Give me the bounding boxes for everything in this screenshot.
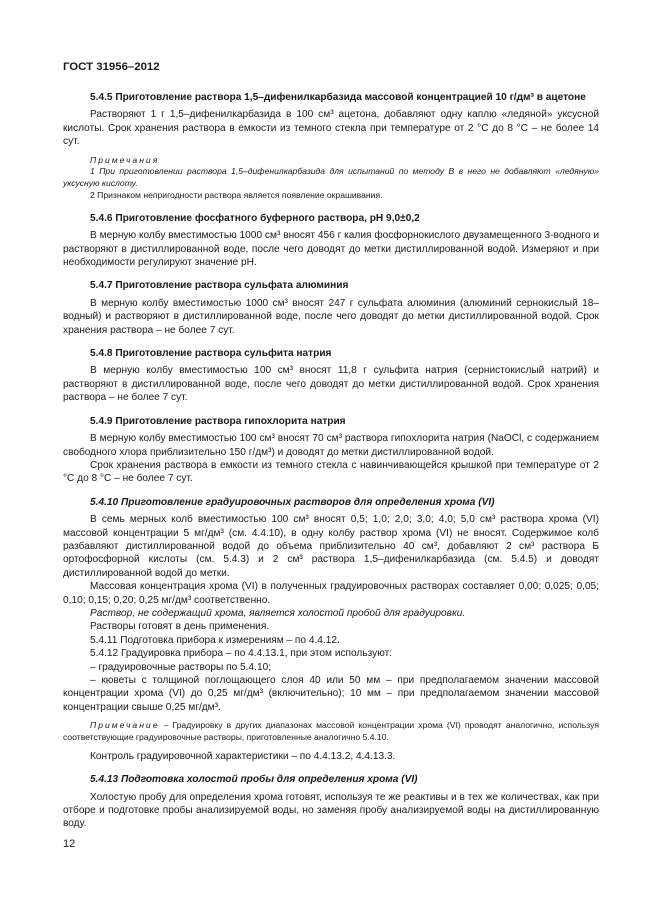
- paragraph: В мерную колбу вместимостью 1000 см³ вносят 456 г калия фосфорнокислого двузамещенного 3-водного и растворяют в дистиллированной воде, после чего доводят до метки дистиллированной водой. Измеряют и при необходимости регулируют значение рН.: [63, 230, 599, 269]
- paragraph: В мерную колбу вместимостью 100 см³ вносят 70 см³ раствора гипохлорита натрия (NaOCl, с содержанием свободного хлора приблизительно 150 г/дм³) и доводят до метки дистиллированной водой.: [63, 433, 599, 458]
- paragraph: Растворяют 1 г 1,5–дифенилкарбазида в 100 см³ ацетона, добавляют одну каплю «ледяной» уксусной кислоты. Срок хранения раствора в емкости из темного стекла при температуре от 2 °С до 8 °С – не более 14 сут.: [63, 109, 599, 148]
- paragraph: Растворы готовят в день применения.: [90, 621, 270, 633]
- list-item: – градуировочные растворы по 5.4.10;: [90, 661, 272, 673]
- note-item: 2 Признаком непригодности раствора является появление окрашивания.: [90, 190, 383, 201]
- page-number: 12: [63, 838, 76, 850]
- paragraph: В семь мерных колб вместимостью 100 см³ вносят 0,5; 1,0; 2,0; 3,0; 4,0; 5,0 см³ раствора хрома (VI) массовой концентрации 5 мг/дм³ (см. 4.4.10), в одну колбу раствор хрома (VI) не вносят. Содержимое колб разбавляют дистиллированной водой до объема приблизительно 40 см³, добавляют 2 см³ раствора Б ортофосфорной кислоты (см. 5.4.3) и 2 см³ раствора 1,5–дифенилкарбазида (см. 5.4.5) и доводят дистиллированной водой до метки.: [63, 514, 599, 579]
- section-title-5-4-8: 5.4.8 Приготовление раствора сульфита натрия: [90, 348, 332, 360]
- section-title-5-4-9: 5.4.9 Приготовление раствора гипохлорита натрия: [90, 415, 346, 427]
- document-header: ГОСТ 31956–2012: [63, 61, 160, 73]
- paragraph: Срок хранения раствора в емкости из темного стекла с навинчивающейся крышкой при температуре от 2 °С до 8 °С – не более 7 сут.: [63, 459, 599, 485]
- section-title-5-4-7: 5.4.7 Приготовление раствора сульфата алюминия: [90, 280, 349, 292]
- section-title-5-4-13: 5.4.13 Подготовка холостой пробы для определения хрома (VI): [90, 774, 418, 786]
- paragraph: Раствор, не содержащий хрома, является холостой пробой для градуировки.: [90, 607, 466, 619]
- paragraph: Холостую пробу для определения хрома готовят, используя те же реактивы и в тех же количествах, как при отборе и подготовке пробы анализируемой воды, но заменяя пробу анализируемой воды на дистиллированную воду.: [63, 791, 599, 830]
- page-body: [63, 91, 599, 831]
- section-title-5-4-10: 5.4.10 Приготовление градуировочных растворов для определения хрома (VI): [90, 496, 495, 508]
- paragraph: Контроль градуировочной характеристики – по 4.4.13.2, 4.4.13.3.: [90, 750, 396, 762]
- paragraph: 5.4.12 Градуировка прибора – по 4.4.13.1, при этом используют:: [90, 648, 393, 660]
- section-title-5-4-5: 5.4.5 Приготовление раствора 1,5–дифенилкарбазида массовой концентрацией 10 г/дм³ в ацетоне: [90, 92, 586, 103]
- note-label: Примечание: [90, 720, 160, 731]
- note-text: – Градуировку в других диапазонах массовой концентрации хрома (VI) проводят аналогично, используя соответствующие градуировочные растворы, приготовленные аналогично 5.4.10.: [63, 720, 599, 743]
- note-label: Примечания: [90, 154, 160, 165]
- paragraph: 5.4.11 Подготовка прибора к измерениям – по 4.4.12.: [90, 634, 340, 646]
- paragraph: В мерную колбу вместимостью 100 см³ вносят 11,8 г сульфита натрия (сернистокислый натрий) и растворяют в дистиллированной воде, после чего доводят до метки дистиллированной водой. Срок хранения раствора – не более 7 сут.: [63, 365, 599, 404]
- list-item: – кюветы с толщиной поглощающего слоя 40 или 50 мм – при предполагаемом значении массовой концентрации хрома (VI) до 0,25 мг/дм³ (включительно); 10 мм – при предполагаемом значении массовой концентрации свыше 0,25 мг/дм³.: [63, 675, 599, 713]
- section-title-5-4-6: 5.4.6 Приготовление фосфатного буферного раствора, рН 9,0±0,2: [90, 212, 420, 224]
- note-item: 1 При приготовлении раствора 1,5–дифенилкарбазида для испытаний по методу В в него не добавляют «ледяную» уксусную кислоту.: [63, 166, 599, 189]
- note: [63, 720, 599, 744]
- paragraph: Массовая концентрация хрома (VI) в полученных градуировочных растворах составляет 0,00; 0,025; 0,05; 0,10; 0,15; 0,20; 0,25 мг/дм³ соответственно.: [63, 581, 599, 606]
- paragraph: В мерную колбу вместимостью 1000 см³ вносят 247 г сульфата алюминия (алюминий сернокислый 18–водный) и растворяют в дистиллированной воде, после чего доводят до метки дистиллированной водой. Срок хранения раствора – не более 7 сут.: [63, 297, 599, 336]
